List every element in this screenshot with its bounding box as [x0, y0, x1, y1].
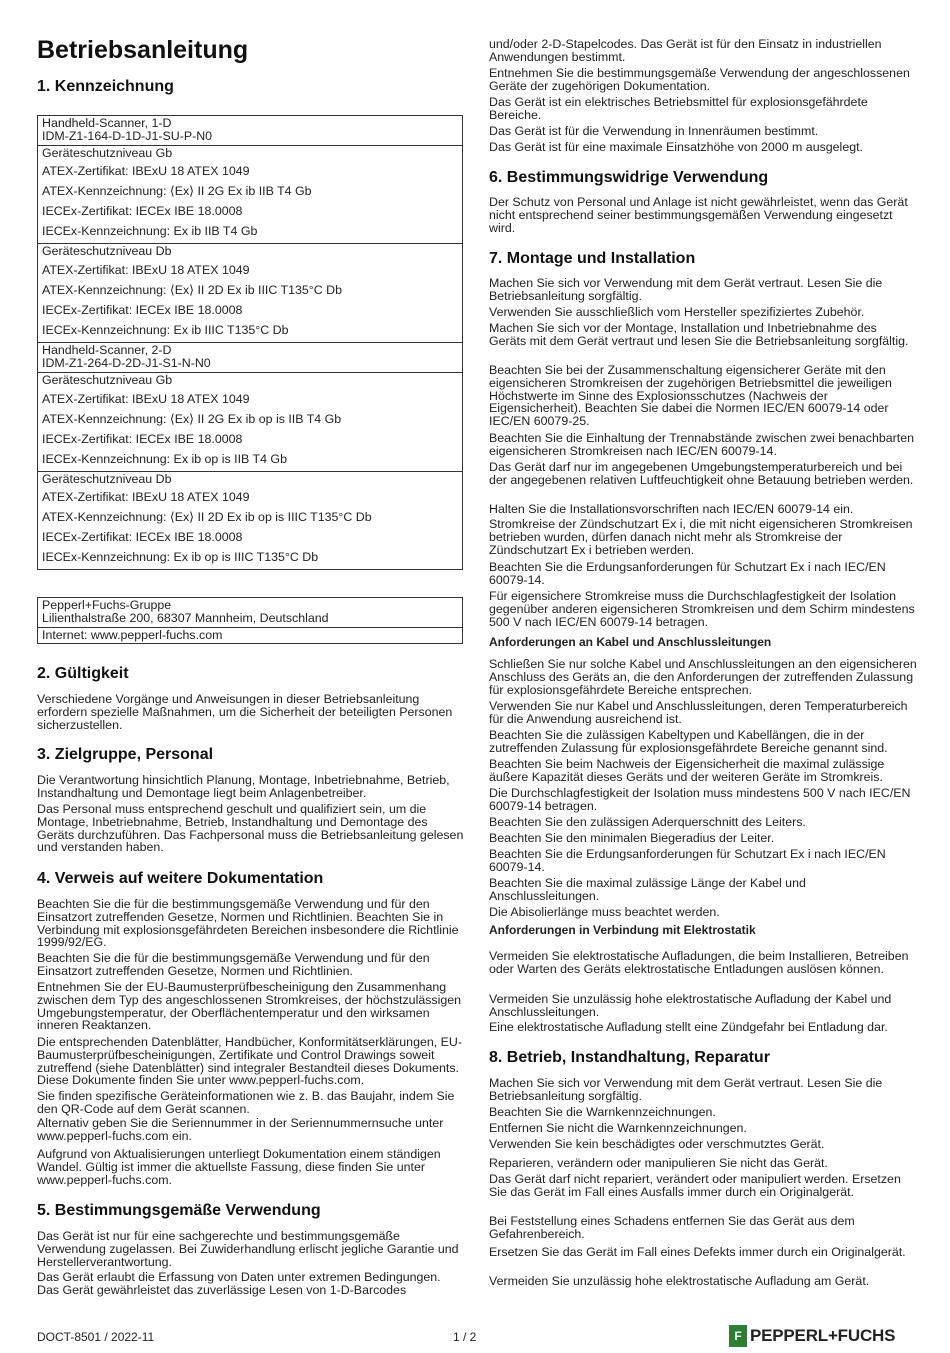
table-cell-line: ATEX-Kennzeichnung: ⟨Ex⟩ II 2D Ex ib op is IIIC T135°C Db [42, 510, 372, 525]
table-row [38, 343, 463, 373]
s8-paragraph-8: Ersetzen Sie das Gerät im Fall eines Defekts immer durch ein Originalgerät. [489, 1245, 906, 1259]
table-cell-line: IECEx-Kennzeichnung: Ex ib op is IIIC T135°C Db [42, 550, 319, 565]
s7-cable-5: Die Durchschlagfestigkeit der Isolation muss mindestens 500 V nach IEC/EN 60079-14 betragen. [489, 786, 911, 813]
s7-paragraph-7: Halten Sie die Installationsvorschriften nach IEC/EN 60079-14 ein. [489, 502, 854, 516]
s7-cable-2: Verwenden Sie nur Kabel und Anschlussleitungen, deren Temperaturbereich für die Anwendung ausreichend ist. [489, 699, 908, 726]
s7-cable-4: Beachten Sie beim Nachweis der Eigensicherheit die maximal zulässige äußere Kapazität dieses Geräts und der weiteren Geräte im Stromkreis. [489, 757, 885, 784]
table-row [38, 116, 463, 146]
section-6-title: 6. Bestimmungswidrige Verwendung [489, 169, 769, 186]
table-cell-heading: Handheld-Scanner, 2-D [42, 343, 172, 358]
doc-title: Betriebsanleitung [37, 36, 249, 64]
s3-paragraph-2: Das Personal muss entsprechend geschult und qualifiziert sein, um die Montage, Inbetriebnahme, Betrieb, Instandhaltung und Demontage des Geräts durchzuführen. Das Fachpersonal muss die Betriebsanleitung gelesen und verstanden haben. [37, 802, 464, 855]
s7-paragraph-3: Machen Sie sich vor der Montage, Installation und Inbetriebnahme des Geräts mit dem Gerät vertraut und lesen Sie die Betriebsanleitung sorgfältig. [489, 321, 909, 348]
logo-wordmark: PEPPERL+FUCHS [750, 1326, 896, 1345]
footer-doc-id: DOCT-8501 / 2022-11 [37, 1330, 155, 1344]
s7-cable-8: Beachten Sie die Erdungsanforderungen für Schutzart Ex i nach IEC/EN 60079-14. [489, 847, 886, 874]
s7-cable-10: Die Abisolierlänge muss beachtet werden. [489, 905, 720, 919]
s7-paragraph-1: Machen Sie sich vor Verwendung mit dem Gerät vertraut. Lesen Sie die Betriebsanleitung sorgfältig. [489, 276, 883, 303]
section-8-title: 8. Betrieb, Instandhaltung, Reparatur [489, 1049, 770, 1066]
s4-paragraph-1: Beachten Sie die für die bestimmungsgemäße Verwendung und für den Einsatzort zutreffenden Gesetze, Normen und Richtlinien. Beachten Sie in Verbindung mit explosionsgefährdeten Bereichen insbesondere die Richtlinie 1999/92/EG. [37, 897, 459, 950]
table-row [38, 145, 463, 244]
table-row [38, 372, 463, 471]
company-internet: Internet: www.pepperl-fuchs.com [42, 627, 223, 642]
table-cell-line: IECEx-Zertifikat: IECEx IBE 18.0008 [42, 530, 243, 545]
s3-paragraph-1: Die Verantwortung hinsichtlich Planung, Montage, Inbetriebnahme, Betrieb, Instandhaltung und Demontage liegt beim Anlagenbetreiber. [37, 773, 450, 800]
s6-paragraph: Der Schutz von Personal und Anlage ist nicht gewährleistet, wenn das Gerät nicht entsprechend seiner bestimmungsgemäßen Verwendung eingesetzt wird. [489, 195, 908, 235]
table-cell-line: ATEX-Zertifikat: IBExU 18 ATEX 1049 [42, 391, 250, 406]
section-2-title: 2. Gültigkeit [37, 665, 129, 682]
table-cell-line: IECEx-Zertifikat: IECEx IBE 18.0008 [42, 204, 243, 219]
table-row [38, 471, 463, 570]
s7-paragraph-9: Beachten Sie die Erdungsanforderungen für Schutzart Ex i nach IEC/EN 60079-14. [489, 560, 886, 587]
s5-paragraph-6: Das Gerät ist für eine maximale Einsatzhöhe von 2000 m ausgelegt. [489, 140, 863, 154]
table-cell [38, 372, 463, 471]
table-cell-heading: Geräteschutzniveau Db [42, 244, 172, 259]
s4-paragraph-2: Beachten Sie die für die bestimmungsgemäße Verwendung und für den Einsatzort zutreffenden Gesetze, Normen und Richtlinien. [37, 951, 430, 978]
s7-cable-3: Beachten Sie die zulässigen Kabeltypen und Kabellängen, die in der zutreffenden Zulassung für explosionsgefährdete Bereiche genannt sind. [489, 728, 888, 755]
company-name: Pepperl+Fuchs-Gruppe [42, 598, 172, 612]
table-cell-line: IDM-Z1-264-D-2D-J1-S1-N-N0 [42, 355, 211, 370]
s8-paragraph-2: Beachten Sie die Warnkennzeichnungen. [489, 1105, 716, 1119]
table-cell [38, 343, 463, 373]
s8-paragraph-1: Machen Sie sich vor Verwendung mit dem Gerät vertraut. Lesen Sie die Betriebsanleitung sorgfältig. [489, 1076, 883, 1103]
table-cell-line: IECEx-Kennzeichnung: Ex ib IIB T4 Gb [42, 224, 258, 239]
s4-paragraph-3: Entnehmen Sie der EU-Baumusterprüfbescheinigung den Zusammenhang zwischen dem Typ des angeschlossenen Stromkreises, der höchstzulässigen Umgebungstemperatur, der Oberflächentemperatur und den wirksamen inneren Reaktanzen. [37, 980, 462, 1033]
s8-paragraph-4: Verwenden Sie kein beschädigtes oder verschmutztes Gerät. [489, 1137, 825, 1151]
footer-page-number: 1 / 2 [453, 1330, 477, 1344]
s7-paragraph-8: Stromkreise der Zündschutzart Ex i, die mit nicht eigensicheren Stromkreisen betrieben wurden, dürfen danach nicht mehr als Stromkreise der Zündschutzart Ex i betrieben werden. [489, 517, 913, 557]
s5-paragraph-2: Das Gerät erlaubt die Erfassung von Daten unter extremen Bedingungen. Das Gerät gewährleistet das zuverlässige Lesen von 1-D-Barcodes [37, 1270, 441, 1297]
s7-cable-6: Beachten Sie den zulässigen Aderquerschnitt des Leiters. [489, 815, 806, 829]
section-7-title: 7. Montage und Installation [489, 250, 696, 267]
pepperl-fuchs-logo [729, 1325, 895, 1347]
kennzeichnung-table [37, 115, 463, 570]
table-cell-line: IECEx-Zertifikat: IECEx IBE 18.0008 [42, 303, 243, 318]
s7-paragraph-4: Beachten Sie bei der Zusammenschaltung eigensicherer Geräte mit den eigensicheren Stromkreisen der zugehörigen Betriebsmittel die jeweiligen Höchstwerte im Sinne des Explosionsschutzes (Nachweis der Eigensicherheit). Beachten Sie dabei die Normen IEC/EN 60079-14 oder IEC/EN 60079-25. [489, 363, 892, 429]
s7-subheading-cables: Anforderungen an Kabel und Anschlussleitungen [489, 635, 772, 649]
s5-paragraph-4: Das Gerät ist ein elektrisches Betriebsmittel für explosionsgefährdete Bereiche. [489, 95, 868, 122]
table-cell [38, 116, 463, 146]
s8-paragraph-6: Das Gerät darf nicht repariert, verändert oder manipuliert werden. Ersetzen Sie das Gerät im Fall eines Ausfalls immer durch ein Originalgerät. [489, 1172, 901, 1199]
pf-logo-icon: F [729, 1325, 747, 1347]
s4-paragraph-7: Aufgrund von Aktualisierungen unterliegt Dokumentation einem ständigen Wandel. Gültig ist immer die aktuellste Fassung, diese finden Sie unter www.pepperl-fuchs.com. [37, 1147, 441, 1187]
company-table [37, 597, 463, 644]
s7-paragraph-2: Verwenden Sie ausschließlich vom Hersteller spezifiziertes Zubehör. [489, 305, 865, 319]
s8-paragraph-7: Bei Feststellung eines Schadens entfernen Sie das Gerät aus dem Gefahrenbereich. [489, 1214, 855, 1241]
s7-cable-7: Beachten Sie den minimalen Biegeradius der Leiter. [489, 831, 775, 845]
table-cell-heading: Handheld-Scanner, 1-D [42, 116, 172, 130]
s5-paragraph-3: Entnehmen Sie die bestimmungsgemäße Verwendung der angeschlossenen Geräte der zugehörigen Dokumentation. [489, 66, 910, 93]
s8-paragraph-9: Vermeiden Sie unzulässig hohe elektrostatische Aufladung am Gerät. [489, 1274, 870, 1288]
s7-esd-3: Eine elektrostatische Aufladung stellt eine Zündgefahr bei Entladung dar. [489, 1020, 888, 1034]
table-row [38, 244, 463, 343]
s4-paragraph-4: Die entsprechenden Datenblätter, Handbücher, Konformitätserklärungen, EU-Baumusterprüfbescheinigungen, Zertifikate und Control Drawings soweit zutreffend (siehe Datenblätter) sind integraler Bestandteil dieses Dokuments. Diese Dokumente finden Sie unter www.pepperl-fuchs.com. [37, 1035, 462, 1088]
s4-paragraph-6: Alternativ geben Sie die Seriennummer in der Seriennummernsuche unter www.pepperl-fuchs.com ein. [37, 1116, 444, 1143]
s7-paragraph-10: Für eigensichere Stromkreise muss die Durchschlagfestigkeit der Isolation gegenüber anderen eigensicheren Stromkreisen und dem Schirm mindestens 500 V nach IEC/EN 60079-14 betragen. [489, 589, 915, 629]
s2-paragraph: Verschiedene Vorgänge und Anweisungen in dieser Betriebsanleitung erfordern spezielle Maßnahmen, um die Sicherheit der beteiligten Personen sicherzustellen. [37, 692, 453, 732]
s7-cable-9: Beachten Sie die maximal zulässige Länge der Kabel und Anschlussleitungen. [489, 876, 806, 903]
table-cell-line: ATEX-Kennzeichnung: ⟨Ex⟩ II 2G Ex ib op is IIB T4 Gb [42, 411, 342, 426]
s7-esd-1: Vermeiden Sie elektrostatische Aufladungen, die beim Installieren, Betreiben oder Warten des Geräts elektrostatische Entladungen auslösen können. [489, 949, 909, 976]
s7-cable-1: Schließen Sie nur solche Kabel und Anschlussleitungen an den eigensicheren Anschluss des Geräts an, die den Anforderungen der zutreffenden Zulassung für explosionsgefährdete Bereiche entsprechen. [489, 657, 917, 697]
s5-paragraph-2-cont: und/oder 2-D-Stapelcodes. Das Gerät ist für den Einsatz in industriellen Anwendungen bestimmt. [489, 37, 882, 64]
table-cell [38, 244, 463, 343]
table-cell-heading: Geräteschutzniveau Gb [42, 372, 173, 387]
table-cell-line: ATEX-Zertifikat: IBExU 18 ATEX 1049 [42, 263, 250, 278]
company-address: Lilienthalstraße 200, 68307 Mannheim, Deutschland [42, 610, 329, 625]
table-cell-line: IECEx-Kennzeichnung: Ex ib op is IIB T4 Gb [42, 451, 287, 466]
s5-paragraph-1: Das Gerät ist nur für eine sachgerechte und bestimmungsgemäße Verwendung zugelassen. Bei Zuwiderhandlung erlischt jegliche Garantie und Herstellerverantwortung. [37, 1229, 459, 1269]
s8-paragraph-5: Reparieren, verändern oder manipulieren Sie nicht das Gerät. [489, 1156, 828, 1170]
s7-paragraph-5: Beachten Sie die Einhaltung der Trennabstände zwischen zwei benachbarten eigensicheren Stromkreisen nach IEC/EN 60079-14. [489, 431, 915, 458]
table-cell-line: IECEx-Zertifikat: IECEx IBE 18.0008 [42, 431, 243, 446]
table-cell-heading: Geräteschutzniveau Db [42, 471, 172, 486]
section-1-title: 1. Kennzeichnung [37, 78, 174, 95]
s7-subheading-esd: Anforderungen in Verbindung mit Elektrostatik [489, 923, 756, 937]
s4-paragraph-5: Sie finden spezifische Geräteinformationen wie z. B. das Baujahr, indem Sie den QR-Code auf dem Gerät scannen. [37, 1089, 455, 1116]
table-cell-line: IDM-Z1-164-D-1D-J1-SU-P-N0 [42, 128, 213, 143]
section-5-title: 5. Bestimmungsgemäße Verwendung [37, 1202, 321, 1219]
section-3-title: 3. Zielgruppe, Personal [37, 746, 214, 763]
table-cell-heading: Geräteschutzniveau Gb [42, 145, 173, 160]
table-cell-line: ATEX-Zertifikat: IBExU 18 ATEX 1049 [42, 164, 250, 179]
table-cell-line: ATEX-Kennzeichnung: ⟨Ex⟩ II 2G Ex ib IIB T4 Gb [42, 184, 312, 199]
section-4-title: 4. Verweis auf weitere Dokumentation [37, 870, 324, 887]
table-cell [38, 471, 463, 570]
s8-paragraph-3: Entfernen Sie nicht die Warnkennzeichnungen. [489, 1121, 747, 1135]
table-cell-line: IECEx-Kennzeichnung: Ex ib IIIC T135°C Db [42, 323, 289, 338]
table-cell-line: ATEX-Kennzeichnung: ⟨Ex⟩ II 2D Ex ib IIIC T135°C Db [42, 283, 342, 298]
table-cell [38, 145, 463, 244]
s7-paragraph-6: Das Gerät darf nur im angegebenen Umgebungstemperaturbereich und bei der angegebenen relativen Luftfeuchtigkeit ohne Betauung betrieben werden. [489, 460, 914, 487]
table-cell-line: ATEX-Zertifikat: IBExU 18 ATEX 1049 [42, 490, 250, 505]
s5-paragraph-5: Das Gerät ist für die Verwendung in Innenräumen bestimmt. [489, 124, 819, 138]
s7-esd-2: Vermeiden Sie unzulässig hohe elektrostatische Aufladung der Kabel und Anschlussleitungen. [489, 992, 892, 1019]
